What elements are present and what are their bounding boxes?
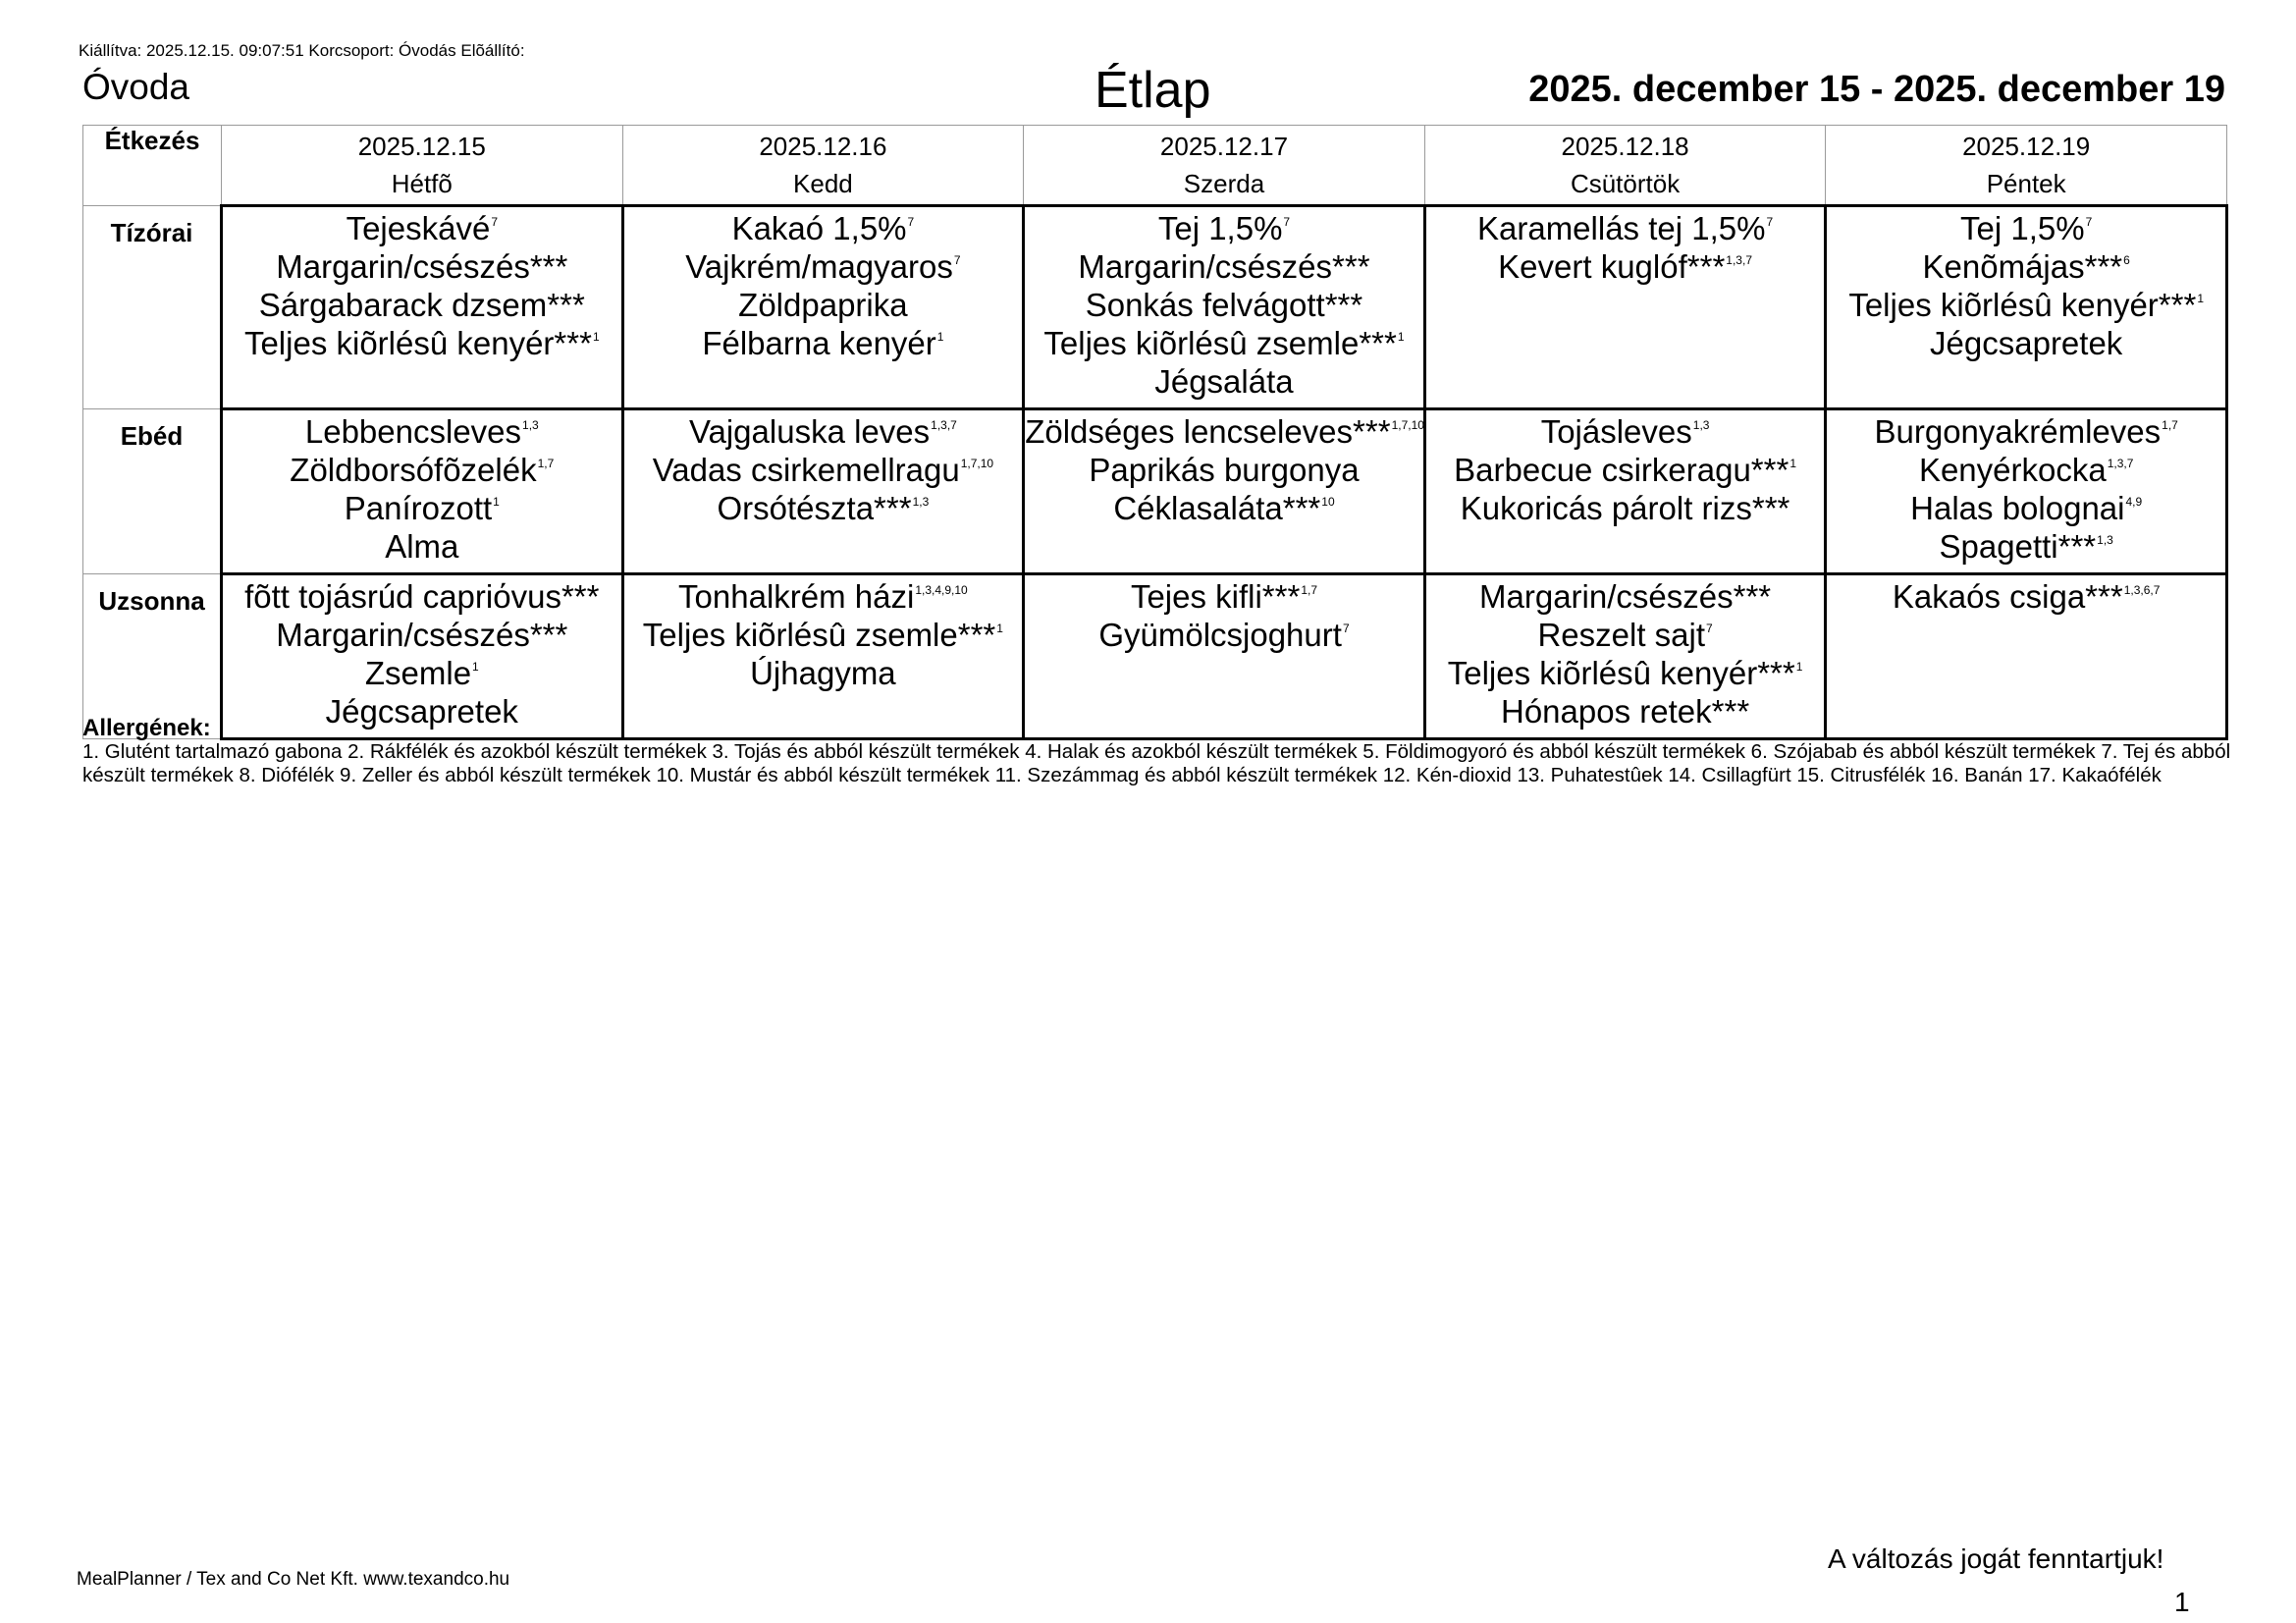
menu-item-name: Tejes kifli*** [1130, 578, 1301, 615]
allergen-codes: 7 [491, 215, 499, 229]
menu-item [223, 286, 621, 324]
menu-item [1426, 451, 1825, 489]
allergen-codes: 1 [936, 330, 944, 344]
day-header [1424, 126, 1826, 206]
menu-item [1827, 247, 2225, 286]
allergen-codes: 1,7 [1301, 583, 1318, 597]
menu-item [223, 654, 621, 692]
menu-item [223, 489, 621, 527]
menu-item-name: Zsemle [364, 655, 472, 691]
menu-item-name: Vajkrém/magyaros [685, 248, 953, 285]
allergen-list: 1. Glutént tartalmazó gabona 2. Rákfélék és azokból készült termékek 3. Tojás és abból készült termékek 4. Halak és azokból készült termékek 5. Földimogyoró és abból készült termékek 6. Szójabab és abból készült termékek 7. Tej és abból készült termékek 8. Diófélék 9. Zeller és abból készült termékek 10. Mustár és abból készült termékek 11. Szezámmag és abból készült termékek 12. Kén-dioxid 13. Puhatestûek 14. Csillagfürt 15. Citrusfélék 16. Banán 17. Kakaófélék [82, 740, 2231, 786]
menu-item [1827, 209, 2225, 247]
allergen-codes: 6 [2123, 253, 2130, 267]
menu-item [1025, 362, 1423, 401]
menu-item [1426, 616, 1825, 654]
day-date: 2025.12.18 [1561, 132, 1689, 161]
menu-item-name: Tej 1,5% [1960, 210, 2085, 246]
menu-item [1025, 489, 1423, 527]
menu-item [1025, 412, 1423, 451]
menu-item-name: Margarin/csészés*** [1479, 578, 1772, 615]
menu-item [1827, 324, 2225, 362]
day-header [1024, 126, 1425, 206]
menu-item-name: Teljes kiõrlésû zsemle*** [642, 617, 996, 653]
menu-item-name: Kevert kuglóf*** [1498, 248, 1726, 285]
menu-item [1025, 324, 1423, 362]
allergen-codes: 7 [907, 215, 915, 229]
allergen-codes: 4,9 [2125, 495, 2143, 509]
day-name: Kedd [793, 169, 853, 198]
menu-item-name: Jégcsapretek [325, 693, 518, 730]
menu-item [1426, 412, 1825, 451]
day-name: Hétfõ [391, 169, 453, 198]
footer-credit: MealPlanner / Tex and Co Net Kft. www.texandco.hu [77, 1569, 510, 1590]
menu-item-name: Kakaó 1,5% [731, 210, 907, 246]
meal-label: Tízórai [83, 206, 222, 409]
menu-item-name: Reszelt sajt [1537, 617, 1706, 653]
allergen-codes: 1,7,10 [1391, 418, 1424, 432]
menu-item-name: Vajgaluska leves [688, 413, 931, 450]
menu-item [1025, 577, 1423, 616]
menu-item-name: Teljes kiõrlésû zsemle*** [1043, 325, 1397, 361]
menu-item-name: Sonkás felvágott*** [1085, 287, 1363, 323]
meal-label: Ebéd [83, 409, 222, 574]
menu-item [223, 577, 621, 616]
day-date: 2025.12.19 [1962, 132, 2091, 161]
menu-item [1827, 412, 2225, 451]
menu-item [624, 489, 1023, 527]
menu-item-name: Paprikás burgonya [1089, 452, 1360, 488]
menu-cell [1424, 206, 1826, 409]
day-name: Szerda [1183, 169, 1265, 198]
meal-row [83, 206, 2227, 409]
menu-item-name: Kukoricás párolt rizs*** [1460, 490, 1790, 526]
menu-item-name: Teljes kiõrlésû kenyér*** [243, 325, 592, 361]
menu-item-name: Margarin/csészés*** [1078, 248, 1370, 285]
menu-item [624, 247, 1023, 286]
menu-item-name: Orsótészta*** [717, 490, 912, 526]
menu-cell [1024, 206, 1425, 409]
allergen-codes: 7 [1342, 622, 1350, 635]
allergen-codes: 1 [1397, 330, 1405, 344]
menu-cell [622, 409, 1024, 574]
menu-item-name: Vadas csirkemellragu [652, 452, 960, 488]
menu-item-name: Tojásleves [1540, 413, 1692, 450]
menu-item-name: Kakaós csiga*** [1892, 578, 2123, 615]
meal-label: Uzsonna [83, 574, 222, 739]
menu-item [223, 692, 621, 730]
day-header [622, 126, 1024, 206]
page-number: 1 [2174, 1587, 2190, 1617]
menu-item-name: Tej 1,5% [1157, 210, 1283, 246]
allergen-codes: 1,7 [537, 457, 555, 470]
menu-cell [1424, 574, 1826, 739]
date-range: 2025. december 15 - 2025. december 19 [1528, 69, 2225, 110]
menu-item [1426, 692, 1825, 730]
menu-item-name: Kenyérkocka [1918, 452, 2107, 488]
allergen-codes: 7 [2085, 215, 2093, 229]
menu-item-name: Gyümölcsjoghurt [1098, 617, 1342, 653]
allergen-codes: 1,3,6,7 [2123, 583, 2161, 597]
menu-cell [1826, 409, 2227, 574]
organization-name: Óvoda [82, 67, 190, 107]
menu-item [223, 247, 621, 286]
allergen-codes: 1 [493, 495, 500, 509]
allergen-codes: 1,3 [912, 495, 930, 509]
menu-item-name: fõtt tojásrúd capriόvus*** [244, 578, 600, 615]
menu-cell [222, 574, 623, 739]
menu-item-name: Halas bolognai [1910, 490, 2125, 526]
allergen-codes: 1 [1795, 660, 1803, 674]
menu-item-name: Zöldséges lencseleves*** [1025, 413, 1391, 450]
allergen-codes: 1,3,7 [2107, 457, 2134, 470]
allergen-codes: 1,3 [522, 418, 539, 432]
menu-item-name: Spagetti*** [1939, 528, 2097, 565]
menu-cell [1424, 409, 1826, 574]
menu-item [1426, 654, 1825, 692]
allergen-codes: 1,3,4,9,10 [915, 583, 968, 597]
menu-item-name: Tonhalkrém házi [678, 578, 915, 615]
allergen-codes: 7 [1766, 215, 1774, 229]
menu-item-name: Kenõmájas*** [1922, 248, 2123, 285]
menu-cell [1826, 206, 2227, 409]
menu-item-name: Alma [385, 528, 459, 565]
menu-item [223, 209, 621, 247]
menu-item-name: Burgonyakrémleves [1874, 413, 2162, 450]
menu-item-name: Félbarna kenyér [702, 325, 936, 361]
menu-item [223, 616, 621, 654]
issued-info: Kiállítva: 2025.12.15. 09:07:51 Korcsoport: Óvodás Elõállító: [79, 41, 525, 60]
menu-item [624, 412, 1023, 451]
menu-item [624, 451, 1023, 489]
menu-item-name: Hónapos retek*** [1501, 693, 1750, 730]
allergen-codes: 10 [1321, 495, 1335, 509]
menu-item [624, 286, 1023, 324]
allergen-codes: 1,3,7 [931, 418, 957, 432]
menu-item-name: Karamellás tej 1,5% [1476, 210, 1766, 246]
menu-table [82, 125, 2228, 740]
menu-cell [622, 574, 1024, 739]
menu-item-name: Margarin/csészés*** [276, 617, 568, 653]
menu-item [1025, 616, 1423, 654]
allergen-codes: 1 [592, 330, 600, 344]
meal-column-header: Étkezés [83, 126, 222, 206]
menu-cell [222, 409, 623, 574]
change-notice: A változás jogát fenntartjuk! [1828, 1543, 2164, 1574]
menu-item-name: Lebbencsleves [304, 413, 522, 450]
menu-item-name: Jégsaláta [1154, 363, 1294, 400]
meal-row [83, 409, 2227, 574]
allergen-codes: 1 [2197, 292, 2205, 305]
allergen-heading: Allergének: [82, 715, 211, 741]
menu-item [1426, 489, 1825, 527]
menu-item [624, 209, 1023, 247]
menu-item-name: Margarin/csészés*** [276, 248, 568, 285]
menu-item-name: Teljes kiõrlésû kenyér*** [1447, 655, 1795, 691]
day-name: Péntek [1986, 169, 2066, 198]
menu-item [624, 616, 1023, 654]
menu-item-name: Zöldborsófõzelék [290, 452, 537, 488]
menu-item [223, 527, 621, 566]
allergen-codes: 1,7,10 [960, 457, 994, 470]
menu-item-name: Újhagyma [750, 655, 896, 691]
menu-cell [1024, 409, 1425, 574]
page-title: Étlap [1095, 62, 1211, 119]
menu-item [223, 412, 621, 451]
menu-item-name: Jégcsapretek [1930, 325, 2123, 361]
allergen-codes: 1 [996, 622, 1003, 635]
day-name: Csütörtök [1570, 169, 1681, 198]
menu-item-name: Tejeskávé [346, 210, 491, 246]
menu-item [1827, 451, 2225, 489]
menu-item-name: Sárgabarack dzsem*** [258, 287, 585, 323]
menu-item [1827, 577, 2225, 616]
menu-item [1426, 577, 1825, 616]
menu-item [1426, 247, 1825, 286]
menu-item [1426, 209, 1825, 247]
day-date: 2025.12.16 [759, 132, 887, 161]
menu-item [1827, 286, 2225, 324]
menu-item [1025, 451, 1423, 489]
allergen-codes: 7 [1706, 622, 1713, 635]
menu-cell [222, 206, 623, 409]
allergen-codes: 1 [472, 660, 479, 674]
day-header [1826, 126, 2227, 206]
allergen-codes: 7 [953, 253, 961, 267]
day-header [222, 126, 623, 206]
day-date: 2025.12.15 [357, 132, 486, 161]
menu-item [1025, 209, 1423, 247]
allergen-codes: 7 [1283, 215, 1291, 229]
menu-item [223, 324, 621, 362]
menu-item-name: Zöldpaprika [738, 287, 908, 323]
menu-item [1827, 527, 2225, 566]
day-date: 2025.12.17 [1159, 132, 1289, 161]
menu-cell [1024, 574, 1425, 739]
menu-cell [622, 206, 1024, 409]
allergen-codes: 1,3 [1692, 418, 1710, 432]
menu-item [624, 577, 1023, 616]
menu-item [223, 451, 621, 489]
meal-row [83, 574, 2227, 739]
menu-item [1025, 286, 1423, 324]
menu-item-name: Teljes kiõrlésû kenyér*** [1848, 287, 2197, 323]
allergen-codes: 1,3 [2097, 533, 2113, 547]
menu-item [1025, 247, 1423, 286]
menu-item [624, 324, 1023, 362]
day-header-row [83, 126, 2227, 206]
allergen-codes: 1,7 [2162, 418, 2178, 432]
allergen-codes: 1 [1789, 457, 1797, 470]
menu-item [1827, 489, 2225, 527]
menu-cell [1826, 574, 2227, 739]
menu-item [624, 654, 1023, 692]
menu-item-name: Barbecue csirkeragu*** [1454, 452, 1789, 488]
menu-item-name: Céklasaláta*** [1113, 490, 1321, 526]
allergen-codes: 1,3,7 [1726, 253, 1752, 267]
menu-item-name: Panírozott [344, 490, 493, 526]
